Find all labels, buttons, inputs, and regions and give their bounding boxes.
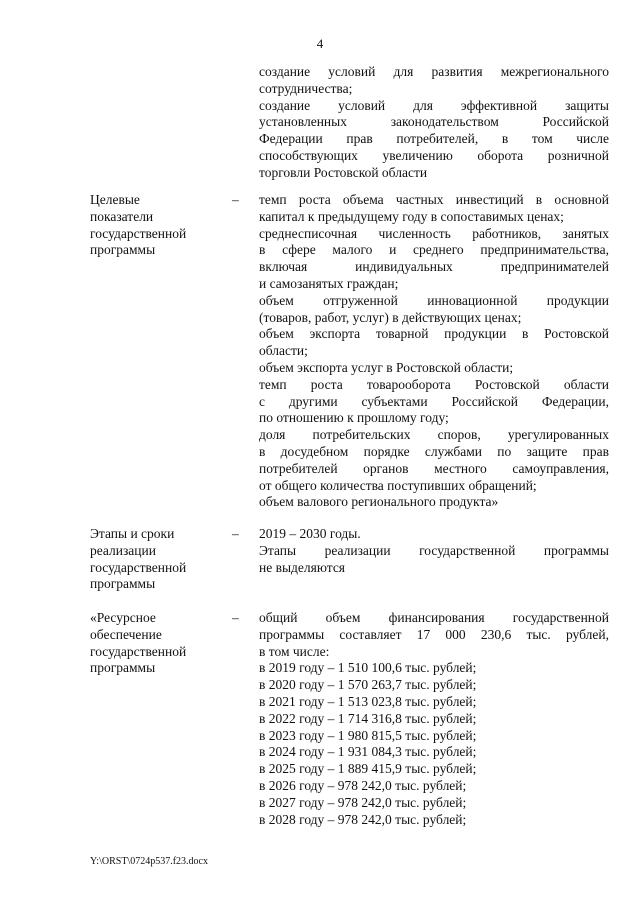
text-line: в 2028 году – 978 242,0 тыс. рублей; [259, 811, 467, 827]
resources-label [90, 610, 226, 677]
text-line: по отношению к прошлому году; [259, 410, 449, 426]
text-line: включая индивидуальных предпринимателей [259, 259, 609, 275]
label-line: государственной [90, 225, 187, 241]
resources-value [259, 610, 609, 828]
text-line: с другими субъектами Российской Федерации, [259, 393, 609, 409]
text-line: капитал к предыдущему году в сопоставимых ценах; [259, 208, 564, 224]
text-line: в 2026 году – 978 242,0 тыс. рублей; [259, 777, 467, 793]
text-line: объем экспорта услуг в Ростовской области; [259, 359, 514, 375]
text-line: в 2021 году – 1 513 023,8 тыс. рублей; [259, 693, 477, 709]
text-line: среднесписочная численность работников, занятых [259, 225, 609, 241]
text-line: объем валового регионального продукта» [259, 494, 499, 510]
text-line: создание условий для эффективной защиты [259, 97, 609, 113]
text-line: в том числе: [259, 643, 330, 659]
text-line: сотрудничества; [259, 80, 353, 96]
label-line: Целевые [90, 192, 140, 207]
targets-label [90, 192, 226, 259]
label-line: обеспечение [90, 626, 162, 642]
text-line: темп роста товарооборота Ростовской области [259, 376, 609, 392]
text-line: общий объем финансирования государственной [259, 610, 609, 625]
text-line: установленных законодательством Российской [259, 114, 609, 130]
text-line: в досудебном порядке службами по защите прав [259, 443, 609, 459]
text-line: Этапы реализации государственной программы [259, 542, 609, 558]
text-line: 2019 – 2030 годы. [259, 526, 361, 541]
label-line: программы [90, 660, 156, 676]
targets-dash: – [232, 192, 239, 207]
text-line: в 2019 году – 1 510 100,6 тыс. рублей; [259, 660, 477, 676]
text-line: в 2022 году – 1 714 316,8 тыс. рублей; [259, 710, 477, 726]
text-line: в 2023 году – 1 980 815,5 тыс. рублей; [259, 727, 477, 743]
text-line: в 2025 году – 1 889 415,9 тыс. рублей; [259, 761, 477, 777]
label-line: реализации [90, 542, 156, 558]
stages-dash: – [232, 526, 239, 541]
text-line: и самозанятых граждан; [259, 275, 399, 291]
text-line: объем отгруженной инновационной продукции [259, 292, 609, 308]
stages-value [259, 526, 609, 576]
text-line: (товаров, работ, услуг) в действующих ценах; [259, 309, 522, 325]
text-line: области; [259, 343, 308, 359]
label-line: государственной [90, 559, 187, 575]
text-line: объем экспорта товарной продукции в Ростовской [259, 326, 609, 342]
text-line: способствующих увеличению оборота розничной [259, 147, 609, 163]
label-line: программы [90, 576, 156, 592]
text-line: в 2024 году – 1 931 084,3 тыс. рублей; [259, 744, 477, 760]
label-line: государственной [90, 643, 187, 659]
text-line: от общего количества поступивших обращений; [259, 477, 537, 493]
text-line: в 2020 году – 1 570 263,7 тыс. рублей; [259, 677, 477, 693]
label-line: Этапы и сроки [90, 526, 175, 541]
text-line: создание условий для развития межрегионального [259, 64, 609, 79]
text-line: программы составляет 17 000 230,6 тыс. рублей, [259, 626, 609, 642]
text-line: потребителей органов местного самоуправления, [259, 460, 609, 476]
label-line: «Ресурсное [90, 610, 156, 625]
resources-dash: – [232, 610, 239, 625]
targets-value [259, 192, 609, 511]
page-number: 4 [316, 36, 324, 51]
text-line: темп роста объема частных инвестиций в основной [259, 192, 609, 207]
file-path-footer: Y:\ORST\0724p537.f23.docx [90, 856, 208, 867]
stages-label [90, 526, 226, 593]
text-line: торговли Ростовской области [259, 164, 428, 180]
label-line: показатели [90, 208, 154, 224]
text-line: доля потребительских споров, урегулированных [259, 427, 609, 443]
continuation-text [259, 64, 609, 182]
label-line: программы [90, 242, 156, 258]
text-line: в сфере малого и среднего предпринимательства, [259, 242, 609, 258]
text-line: не выделяются [259, 559, 346, 575]
text-line: в 2027 году – 978 242,0 тыс. рублей; [259, 794, 467, 810]
text-line: Федерации прав потребителей, в том числе [259, 131, 609, 147]
